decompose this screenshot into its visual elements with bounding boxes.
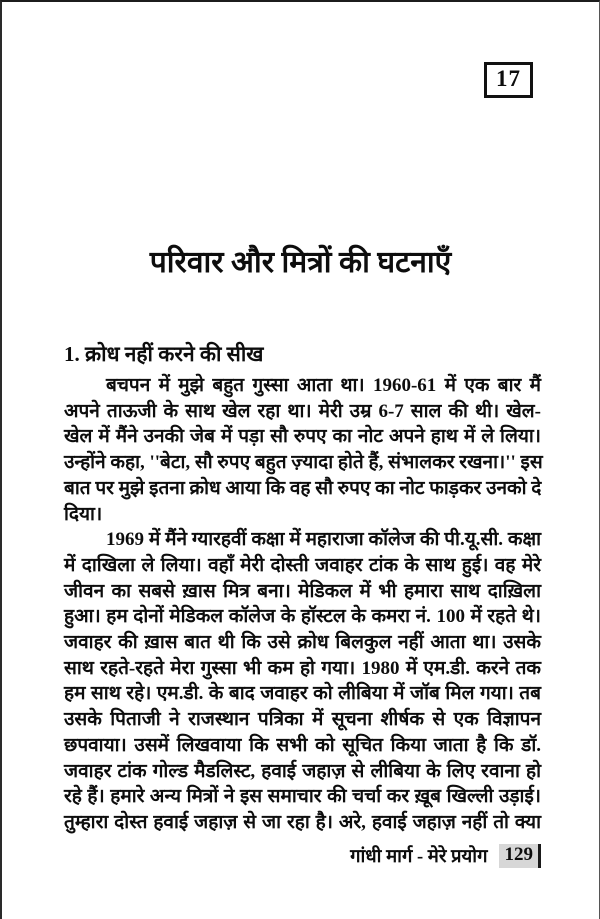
body-line: तुम्हारा दोस्त हवाई जहाज़ से जा रहा है। अरे, हवाई जहाज़ नहीं तो क्या <box>64 811 541 833</box>
body-line: 1969 में मैंने ग्यारहवीं कक्षा में महाराजा कॉलेज की पी.यू.सी. कक्षा <box>106 529 541 551</box>
page-footer <box>350 843 541 868</box>
footer-page-number: 129 <box>499 844 542 868</box>
body-line: हुआ। हम दोनों मेडिकल कॉलेज के हॉस्टल के कमरा नं. 100 में रहते थे। <box>64 606 541 628</box>
paragraph-1 <box>64 373 541 527</box>
body-line: छपवाया। उसमें लिखवाया कि सभी को सूचित किया जाता है कि डॉ. <box>64 734 541 756</box>
body-line: रहे हैं। हमारे अन्य मित्रों ने इस समाचार की चर्चा कर ख़ूब खिल्ली उड़ाई। <box>64 786 541 808</box>
corner-page-number-box <box>484 62 533 98</box>
body-line: जवाहर की ख़ास बात थी कि उसे क्रोध बिलकुल नहीं आता था। उसके <box>64 632 541 654</box>
body-line: जवाहर टांक गोल्ड मैडलिस्ट, हवाई जहाज़ से लीबिया के लिए रवाना हो <box>64 760 541 782</box>
body-line: दिया। <box>64 503 103 525</box>
body-line: साथ रहते-रहते मेरा गुस्सा भी कम हो गया। 1980 में एम.डी. करने तक <box>64 657 541 679</box>
body-line: उसके पिताजी ने राजस्थान पत्रिका में सूचना शीर्षक से एक विज्ञापन <box>64 709 541 731</box>
body-line: हम साथ रहे। एम.डी. के बाद जवाहर को लीबिया में जॉब मिल गया। तब <box>64 683 541 705</box>
section-heading: 1. क्रोध नहीं करने की सीख <box>64 342 264 366</box>
page-body <box>64 340 541 836</box>
footer-book-title: गांधी मार्ग - मेरे प्रयोग <box>350 847 488 867</box>
body-line: जीवन का सबसे ख़ास मित्र बना। मेडिकल में भी हमारा साथ दाख़िला <box>64 580 541 602</box>
corner-page-number: 17 <box>496 66 521 91</box>
body-line: खेल में मैंने उनकी जेब में पड़ा सौ रुपए का नोट अपने हाथ में ले लिया। <box>64 426 541 448</box>
body-line: अपने ताऊजी के साथ खेल रहा था। मेरी उम्र 6-7 साल की थी। खेल- <box>64 400 541 422</box>
paragraph-2 <box>64 527 541 835</box>
body-line: बचपन में मुझे बहुत गुस्सा आता था। 1960-61 में एक बार मैं <box>106 375 541 396</box>
body-line: बात पर मुझे इतना क्रोध आया कि वह सौ रुपए का नोट फाड़कर उनको दे <box>64 477 542 499</box>
chapter-title: परिवार और मित्रों की घटनाएँ <box>149 246 452 279</box>
body-line: उन्होंने कहा, ''बेटा, सौ रुपए बहुत ज़्यादा होते हैं, संभालकर रखना।'' इस <box>64 452 543 474</box>
body-line: में दाखिला ले लिया। वहाँ मेरी दोस्ती जवाहर टांक के साथ हुई। वह मेरे <box>64 554 541 576</box>
